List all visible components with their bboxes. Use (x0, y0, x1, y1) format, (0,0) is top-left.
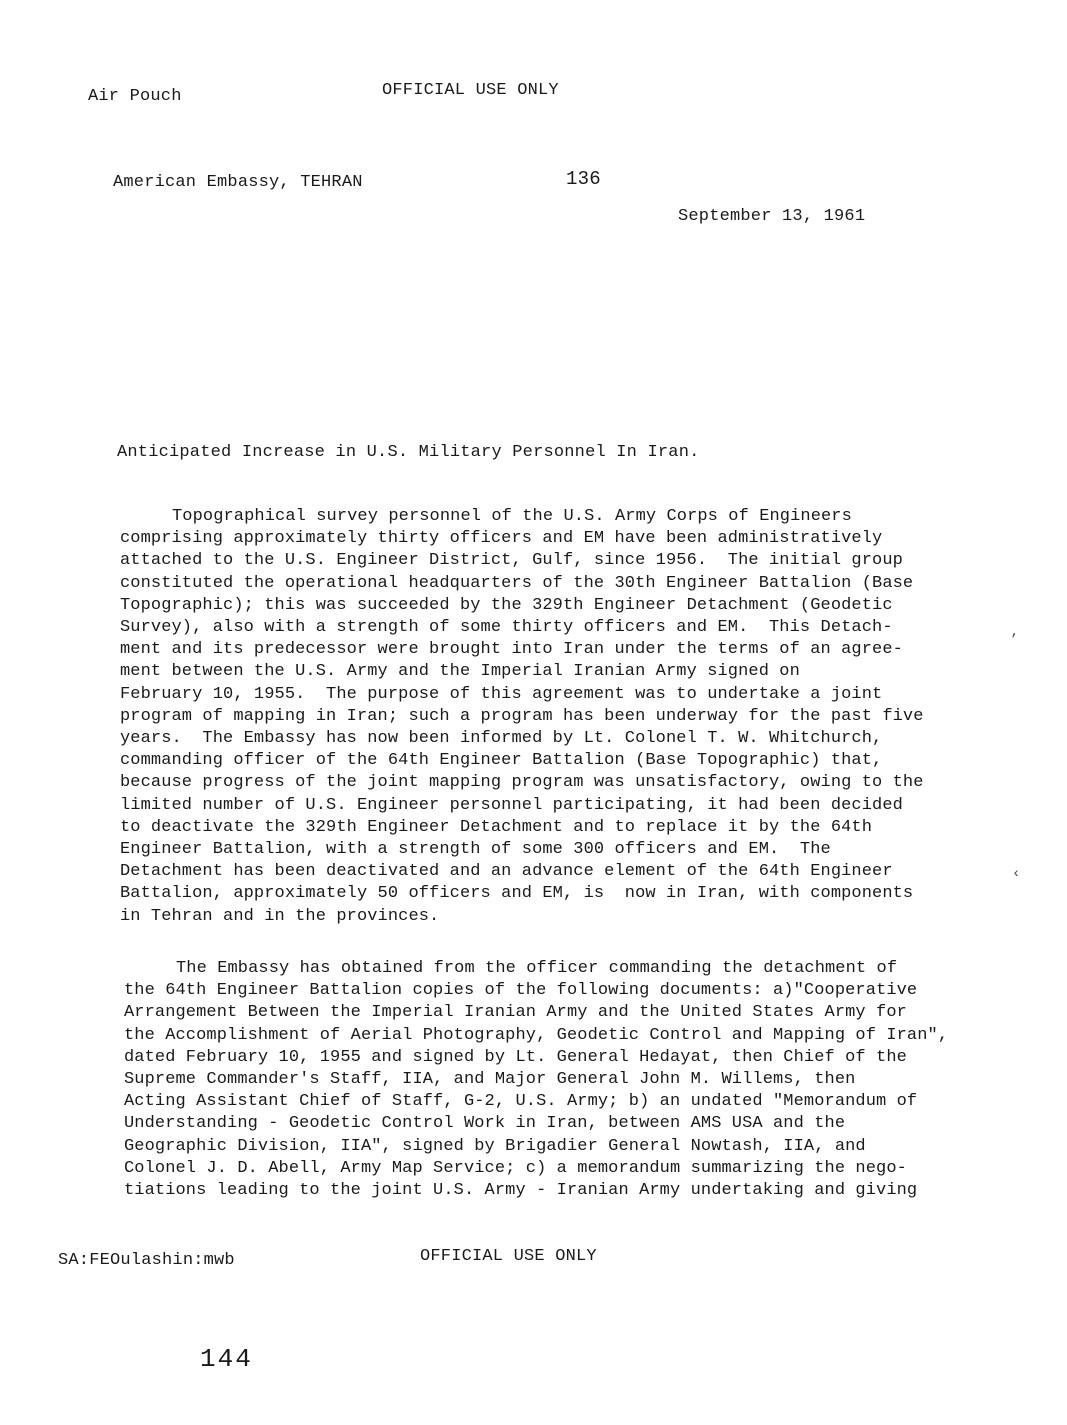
classification-bottom: OFFICIAL USE ONLY (420, 1247, 597, 1266)
page-number: 144 (200, 1344, 253, 1374)
paragraph-line: Battalion, approximately 50 officers and EM, is now in Iran, with components (120, 884, 914, 904)
sender-embassy: American Embassy, TEHRAN (113, 173, 363, 192)
margin-mark: ‚ (1010, 624, 1019, 640)
paragraph-line: Topographical survey personnel of the U.S. Army Corps of Engineers (172, 507, 852, 526)
paragraph-line: years. The Embassy has now been informed by Lt. Colonel T. W. Whitchurch, (120, 729, 883, 749)
body-paragraph-2 (124, 958, 948, 1202)
paragraph-line: limited number of U.S. Engineer personnel participating, it had been decided (120, 795, 903, 815)
paragraph-line: Survey), also with a strength of some thirty officers and EM. This Detach- (120, 618, 893, 638)
drafter-initials: SA:FEOulashin:mwb (58, 1251, 235, 1270)
paragraph-line: Arrangement Between the Imperial Iranian Army and the United States Army for (124, 1003, 907, 1023)
paragraph-line: comprising approximately thirty officers and EM have been administratively (120, 529, 883, 549)
paragraph-line: Engineer Battalion, with a strength of some 300 officers and EM. The (120, 840, 831, 860)
paragraph-line: attached to the U.S. Engineer District, Gulf, since 1956. The initial group (120, 551, 903, 571)
paragraph-line: commanding officer of the 64th Engineer Battalion (Base Topographic) that, (120, 751, 883, 771)
paragraph-line: Colonel J. D. Abell, Army Map Service; c) a memorandum summarizing the nego- (124, 1158, 907, 1178)
paragraph-line: program of mapping in Iran; such a program has been underway for the past five (120, 706, 924, 726)
paragraph-line: Understanding - Geodetic Control Work in Iran, between AMS USA and the (124, 1114, 846, 1134)
paragraph-line: to deactivate the 329th Engineer Detachment and to replace it by the 64th (120, 817, 873, 837)
routing-label: Air Pouch (88, 87, 182, 106)
paragraph-line: Supreme Commander's Staff, IIA, and Major General John M. Willems, then (124, 1070, 856, 1090)
margin-mark: ‹ (1012, 866, 1021, 882)
subject-line: Anticipated Increase in U.S. Military Personnel In Iran. (117, 443, 700, 462)
paragraph-line: The Embassy has obtained from the officer commanding the detachment of (176, 959, 898, 978)
paragraph-line: ment and its predecessor were brought into Iran under the terms of an agree- (120, 640, 903, 660)
paragraph-line: ment between the U.S. Army and the Imperial Iranian Army signed on (120, 662, 800, 682)
paragraph-line: Acting Assistant Chief of Staff, G-2, U.S. Army; b) an undated "Memorandum of (124, 1092, 918, 1112)
paragraph-line: Geographic Division, IIA", signed by Brigadier General Nowtash, IIA, and (124, 1136, 866, 1156)
paragraph-line: constituted the operational headquarters of the 30th Engineer Battalion (Base (120, 573, 914, 593)
body-paragraph-1 (120, 506, 924, 928)
classification-top: OFFICIAL USE ONLY (382, 81, 559, 100)
dispatch-number: 136 (566, 168, 601, 190)
paragraph-line: dated February 10, 1955 and signed by Lt. General Hedayat, then Chief of the (124, 1047, 907, 1067)
dispatch-date: September 13, 1961 (678, 207, 866, 226)
paragraph-line: the Accomplishment of Aerial Photography, Geodetic Control and Mapping of Iran", (124, 1025, 949, 1045)
paragraph-line: because progress of the joint mapping program was unsatisfactory, owing to the (120, 773, 924, 793)
paragraph-line: tiations leading to the joint U.S. Army - Iranian Army undertaking and giving (124, 1181, 918, 1201)
paragraph-line: in Tehran and in the provinces. (120, 906, 440, 926)
paragraph-line: Topographic); this was succeeded by the 329th Engineer Detachment (Geodetic (120, 595, 893, 615)
paragraph-line: February 10, 1955. The purpose of this agreement was to undertake a joint (120, 684, 883, 704)
paragraph-line: Detachment has been deactivated and an advance element of the 64th Engineer (120, 862, 893, 882)
paragraph-line: the 64th Engineer Battalion copies of the following documents: a)"Cooperative (124, 981, 918, 1001)
